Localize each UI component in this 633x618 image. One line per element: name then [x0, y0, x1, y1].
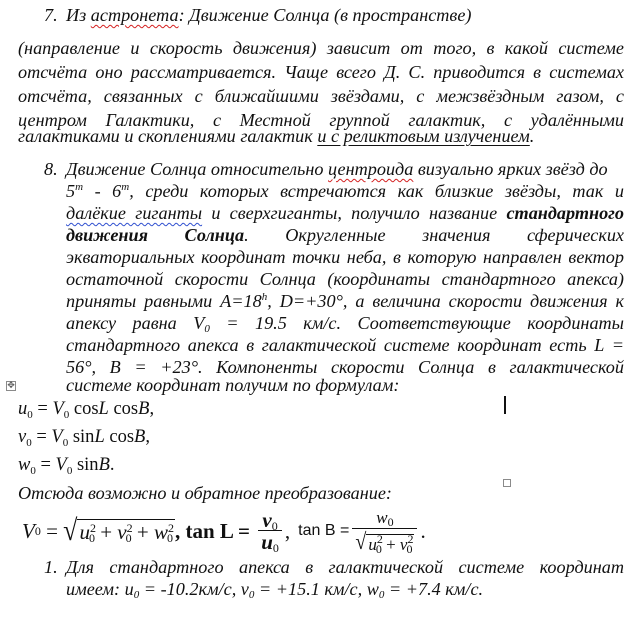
- paragraph-line: имеем: $u_0 = -10.2км/с$, $v_0 = +15.1$ км/с, $w_0 = +7.4$ км/с.: [66, 579, 484, 601]
- table-move-handle-icon[interactable]: ✥: [7, 381, 15, 391]
- spellcheck-word[interactable]: астронета: [90, 5, 179, 25]
- list-number: 8.: [44, 159, 58, 179]
- bold-term: движения Солнца: [66, 225, 245, 245]
- paragraph-line: далёкие гиганты и сверхгиганты, получило название стандартного: [66, 203, 624, 223]
- fraction-tanB: $w_0$ √ $u^2_0 + v^2_0$: [352, 508, 417, 555]
- paragraph-line: движения Солнца. Округленные значения сферических: [66, 225, 625, 245]
- item7-title: Из астронета: Движение Солнца (в пространстве): [66, 5, 472, 25]
- list-number: 7.: [44, 5, 58, 25]
- formula-u0: $u_0 = V_0$ cosL cosB,: [18, 399, 155, 421]
- paragraph-line: приняты равными $A=18^h$, D=+30°, а величина скорости движения к: [66, 291, 624, 311]
- paragraph-line: остаточной скорости Солнца (координаты стандартного апекса): [66, 269, 624, 289]
- formula-inverse: V 0 = √ $u^2_0 + v^2_0 + w^2_0$ , tan L = $\frac{v_0}{u_0}$ , tan B = $w_0$ √ $u^2_0 + v^2_0$ .: [22, 507, 426, 556]
- spellcheck-word[interactable]: центроида: [328, 159, 414, 179]
- paragraph-line: стандартного апекса в галактической системе координат есть L =: [66, 335, 624, 355]
- paragraph-line: 56°, B = +23°. Компоненты скорости Солнца в галактической: [66, 357, 624, 377]
- paragraph-line: (направление и скорость движения) зависит от того, в какой системе: [18, 38, 624, 58]
- bold-term: стандартного: [506, 203, 624, 223]
- table-resize-handle-icon[interactable]: [503, 479, 511, 487]
- paragraph-line: апексу равна $V_0 = 19.5$ км/с. Соответствующие координаты: [66, 313, 624, 335]
- paragraph-line: отсчёта, связанных с ближайшими звёздами, с межзвёздным газом, с: [18, 86, 624, 106]
- paragraph-line: Движение Солнца относительно центроида визуально ярких звёзд до: [66, 159, 608, 179]
- paragraph-line: Для стандартного апекса в галактической системе координат: [66, 557, 624, 577]
- paragraph-line: системе координат получим по формулам:: [66, 375, 400, 395]
- paragraph-line: центром Галактики, с Местной группой галактик, с удалёнными: [18, 110, 624, 130]
- formula-v0: $v_0 = V_0$ sinL cosB,: [18, 427, 150, 449]
- inverse-transform-label: Отсюда возможно и обратное преобразование:: [18, 483, 392, 503]
- underlined-phrase: и с реликтовым излучением: [317, 126, 530, 146]
- paragraph-line: экваториальных координат точки неба, в которую направлен вектор: [66, 247, 624, 267]
- paragraph-line: 5$^m$ - 6$^m$, среди которых встречаются как близкие звёзды, так и: [66, 181, 625, 201]
- list-number: 1.: [44, 557, 58, 577]
- paragraph-line: отсчёта оно рассматривается. Чаще всего Д. С. приводится в системах: [18, 62, 624, 82]
- grammar-check-phrase[interactable]: далёкие гиганты: [66, 203, 203, 223]
- paragraph-line-last: галактиками и скоплениями галактик и с реликтовым излучением.: [18, 126, 535, 146]
- formula-w0: $w_0 = V_0$ sinB.: [18, 455, 115, 477]
- fraction-tanL: $\frac{v_0}{u_0}$: [258, 510, 282, 553]
- text-cursor: [504, 396, 506, 414]
- sqrt-expression: √ $u^2_0 + v^2_0 + w^2_0$: [63, 513, 174, 548]
